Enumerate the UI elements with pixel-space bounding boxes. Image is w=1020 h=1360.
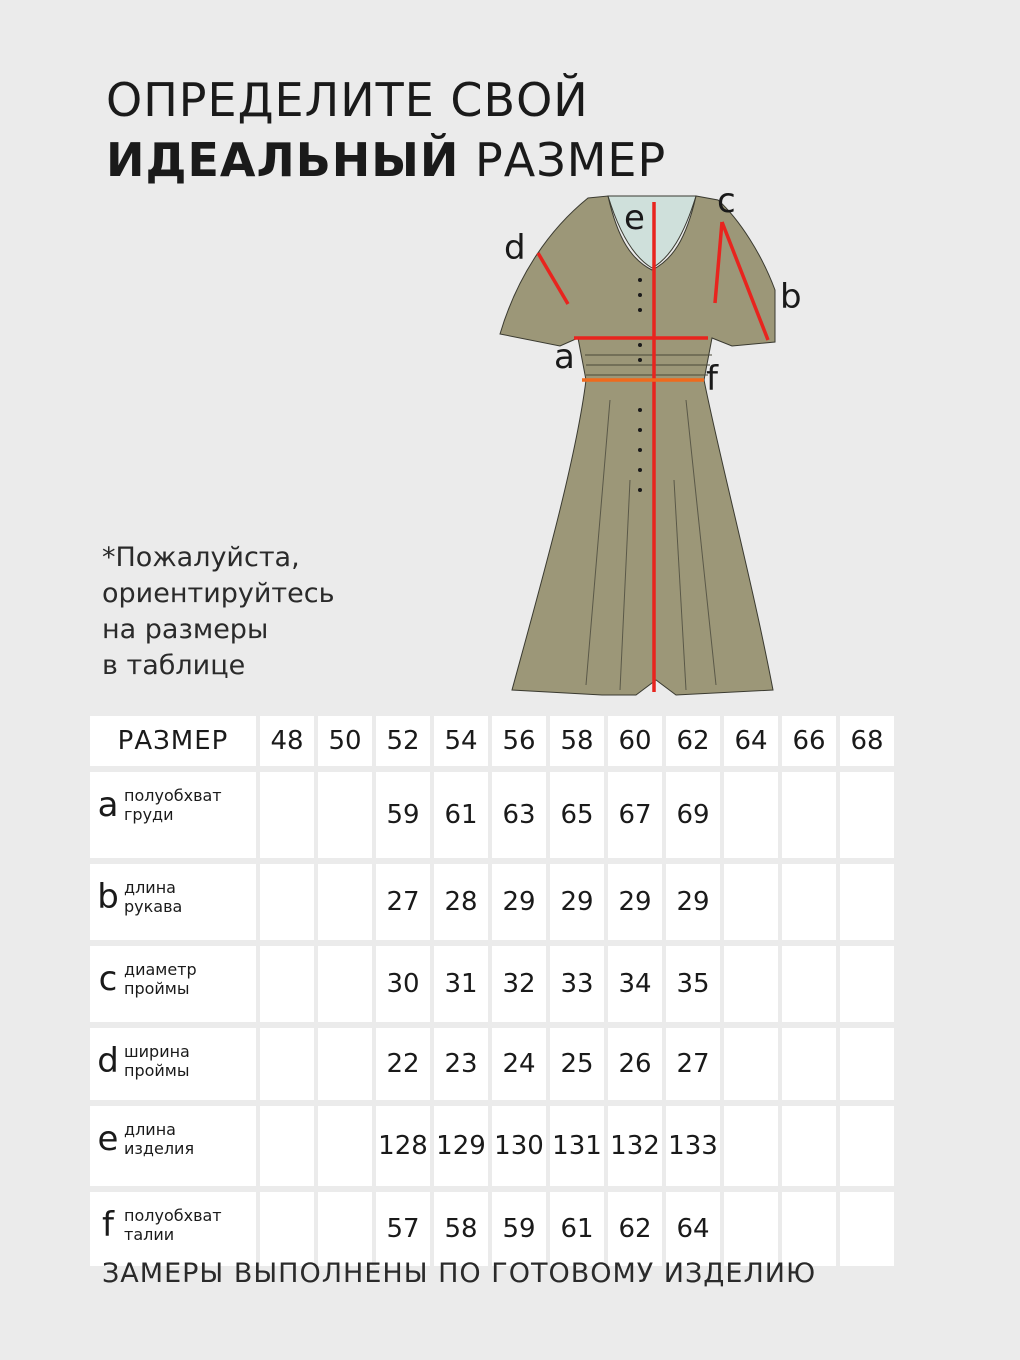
table-cell: 24 (492, 1028, 546, 1100)
measurement-desc-line: длина (124, 878, 176, 897)
table-cell: 33 (550, 946, 604, 1022)
measurement-description (124, 786, 222, 824)
table-cell (318, 1028, 372, 1100)
title-bold-word: ИДЕАЛЬНЫЙ (106, 133, 460, 187)
table-cell: 29 (666, 864, 720, 940)
table-cell: 59 (492, 1192, 546, 1266)
table-cell: 67 (608, 772, 662, 858)
measurement-label-cell (90, 1192, 256, 1266)
size-header-cell: 48 (260, 716, 314, 766)
measurement-description (124, 1206, 222, 1244)
measurement-desc-line: груди (124, 805, 174, 824)
table-cell (318, 1192, 372, 1266)
measurement-desc-line: полуобхват (124, 1206, 222, 1225)
table-cell: 25 (550, 1028, 604, 1100)
measurement-label (90, 960, 256, 998)
measurement-label (90, 1042, 256, 1080)
size-header-label: РАЗМЕР (90, 716, 256, 766)
table-cell (840, 1192, 894, 1266)
measurement-label (90, 1120, 256, 1158)
size-header-cell: 60 (608, 716, 662, 766)
table-row (90, 772, 894, 858)
measurement-label-cell (90, 1106, 256, 1186)
table-cell (840, 1106, 894, 1186)
table-cell (724, 946, 778, 1022)
table-cell: 34 (608, 946, 662, 1022)
measurement-letter: b (97, 877, 119, 917)
measurement-letter: a (97, 785, 119, 825)
table-cell: 133 (666, 1106, 720, 1186)
table-cell (260, 1192, 314, 1266)
label-e: e (624, 198, 645, 238)
table-cell: 29 (550, 864, 604, 940)
table-cell: 132 (608, 1106, 662, 1186)
table-cell: 129 (434, 1106, 488, 1186)
label-c: c (717, 181, 736, 221)
measurement-desc-line: проймы (124, 979, 190, 998)
table-cell (782, 864, 836, 940)
table-cell: 31 (434, 946, 488, 1022)
table-cell: 23 (434, 1028, 488, 1100)
measurement-desc-line: талии (124, 1225, 175, 1244)
table-cell: 61 (550, 1192, 604, 1266)
measurement-desc-line: полуобхват (124, 786, 222, 805)
table-cell (318, 864, 372, 940)
measurement-label-cell (90, 946, 256, 1022)
table-cell: 63 (492, 772, 546, 858)
table-cell (782, 946, 836, 1022)
table-cell (840, 1028, 894, 1100)
table-cell: 57 (376, 1192, 430, 1266)
table-cell: 26 (608, 1028, 662, 1100)
table-cell: 130 (492, 1106, 546, 1186)
table-cell (724, 1192, 778, 1266)
table-cell (782, 1106, 836, 1186)
measurement-label-cell (90, 864, 256, 940)
title-line-1: ОПРЕДЕЛИТЕ СВОЙ (106, 73, 589, 127)
measurement-label-cell (90, 772, 256, 858)
size-header-cell: 56 (492, 716, 546, 766)
measurement-letter: e (97, 1119, 119, 1159)
table-cell (724, 1106, 778, 1186)
size-header-cell: 58 (550, 716, 604, 766)
table-row (90, 864, 894, 940)
table-row (90, 1028, 894, 1100)
measurement-label (90, 786, 256, 824)
table-cell: 29 (608, 864, 662, 940)
size-header-cell: 50 (318, 716, 372, 766)
measurement-letter: d (97, 1041, 119, 1081)
table-cell: 62 (608, 1192, 662, 1266)
table-cell: 22 (376, 1028, 430, 1100)
note-line: в таблице (102, 650, 246, 681)
table-cell: 58 (434, 1192, 488, 1266)
table-cell (840, 772, 894, 858)
table-cell: 59 (376, 772, 430, 858)
table-cell: 28 (434, 864, 488, 940)
label-f: f (706, 359, 718, 399)
table-cell: 128 (376, 1106, 430, 1186)
table-cell (840, 946, 894, 1022)
measurement-desc-line: диаметр (124, 960, 197, 979)
size-header-cell: 68 (840, 716, 894, 766)
table-cell (782, 1028, 836, 1100)
table-cell (840, 864, 894, 940)
page-title (106, 70, 666, 190)
measurement-desc-line: проймы (124, 1061, 190, 1080)
measurement-label (90, 1206, 256, 1244)
measurement-label-cell (90, 1028, 256, 1100)
note-line: *Пожалуйста, (102, 542, 300, 573)
title-line-2-rest: РАЗМЕР (475, 133, 667, 187)
footer-note: ЗАМЕРЫ ВЫПОЛНЕНЫ ПО ГОТОВОМУ ИЗДЕЛИЮ (102, 1258, 817, 1289)
measurement-desc-line: ширина (124, 1042, 190, 1061)
size-header-cell: 52 (376, 716, 430, 766)
size-note (102, 540, 335, 684)
measurement-description (124, 878, 182, 916)
table-cell (318, 1106, 372, 1186)
table-cell: 30 (376, 946, 430, 1022)
measurement-description (124, 1120, 194, 1158)
table-cell: 61 (434, 772, 488, 858)
table-cell (260, 772, 314, 858)
table-cell (724, 864, 778, 940)
note-line: на размеры (102, 614, 269, 645)
measurement-description (124, 960, 197, 998)
table-cell: 64 (666, 1192, 720, 1266)
table-cell: 35 (666, 946, 720, 1022)
table-cell (260, 946, 314, 1022)
size-chart-table (86, 710, 898, 1272)
table-cell: 29 (492, 864, 546, 940)
table-cell: 27 (666, 1028, 720, 1100)
label-d: d (504, 228, 526, 268)
table-cell (782, 772, 836, 858)
table-cell: 32 (492, 946, 546, 1022)
measurement-letter: c (98, 959, 118, 999)
table-cell (318, 946, 372, 1022)
table-cell (260, 1106, 314, 1186)
table-cell (318, 772, 372, 858)
dress-measurement-diagram (490, 180, 820, 700)
table-row (90, 1192, 894, 1266)
measurement-description (124, 1042, 190, 1080)
dress-silhouette (500, 196, 775, 695)
size-header-cell: 64 (724, 716, 778, 766)
size-header-cell: 66 (782, 716, 836, 766)
size-header-cell: 62 (666, 716, 720, 766)
table-row (90, 1106, 894, 1186)
note-line: ориентируйтесь (102, 578, 335, 609)
table-cell: 65 (550, 772, 604, 858)
table-row (90, 946, 894, 1022)
table-cell (724, 1028, 778, 1100)
measurement-letter: f (102, 1205, 114, 1245)
table-cell (724, 772, 778, 858)
table-cell: 69 (666, 772, 720, 858)
table-cell (260, 864, 314, 940)
label-b: b (780, 277, 802, 317)
size-header-cell: 54 (434, 716, 488, 766)
measurement-desc-line: длина (124, 1120, 176, 1139)
table-header-row (90, 716, 894, 766)
measurement-desc-line: изделия (124, 1139, 195, 1158)
table-cell (260, 1028, 314, 1100)
measurement-desc-line: рукава (124, 897, 183, 916)
label-a: a (554, 337, 575, 377)
table-cell: 131 (550, 1106, 604, 1186)
measurement-label (90, 878, 256, 916)
table-cell: 27 (376, 864, 430, 940)
table-cell (782, 1192, 836, 1266)
